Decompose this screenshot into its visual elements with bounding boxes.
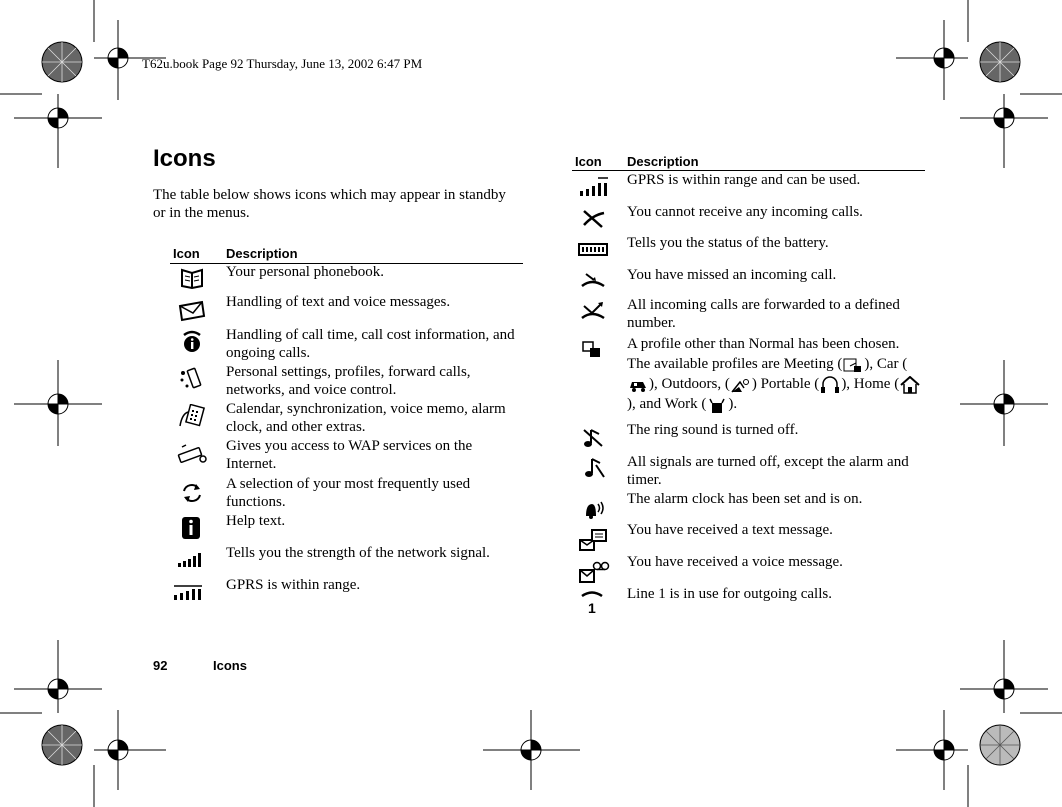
profile-desc-text-2: ), Car ( — [864, 356, 908, 372]
missed-call-icon — [578, 270, 610, 294]
shortcuts-icon — [176, 481, 208, 505]
calendar-extras-icon — [176, 404, 208, 428]
profile-desc-text-4: ) Portable ( — [751, 376, 820, 392]
intro-paragraph: The table below shows icons which may appear in standby or in the menus. — [153, 187, 506, 221]
ring-off-icon — [578, 426, 610, 450]
right-row-desc-12: Line 1 is in use for outgoing calls. — [627, 586, 832, 602]
left-row-desc-3: Handling of call time, call cost information, and ongoing calls. — [226, 327, 515, 361]
left-row-desc-4: Personal settings, profiles, forward calls, networks, and voice control. — [226, 364, 471, 398]
outdoors-icon — [730, 376, 752, 394]
phonebook-icon — [176, 266, 208, 290]
line-1-icon — [578, 590, 610, 614]
profile-desc-text-1: A profile other than Normal has been chosen. The available profiles are Meeting ( — [627, 336, 900, 372]
right-row-desc-3: Tells you the status of the battery. — [627, 235, 829, 251]
alarm-clock-icon — [578, 496, 610, 520]
profile-desc-text-5: ), Home ( — [841, 376, 900, 392]
home-icon — [899, 376, 921, 394]
voice-message-icon — [578, 560, 610, 584]
right-row-desc-8: All signals are turned off, except the alarm and timer. — [627, 454, 909, 488]
work-icon — [706, 396, 728, 414]
right-row-desc-5: All incoming calls are forwarded to a defined number. — [627, 297, 900, 331]
left-row-desc-2: Handling of text and voice messages. — [226, 294, 451, 310]
right-header-description: Description — [627, 154, 699, 169]
envelope-icon — [176, 298, 208, 322]
right-row-desc-4: You have missed an incoming call. — [627, 267, 837, 283]
wap-icon — [176, 443, 208, 467]
gprs-range-icon — [172, 580, 204, 604]
right-row-desc-11: You have received a voice message. — [627, 554, 843, 570]
footer-page-number: 92 — [153, 658, 168, 673]
no-incoming-calls-icon — [578, 207, 610, 231]
right-row-desc-9: The alarm clock has been set and is on. — [627, 491, 863, 507]
help-icon — [176, 516, 208, 540]
left-header-icon: Icon — [173, 246, 200, 261]
signal-strength-icon — [176, 547, 208, 571]
left-row-desc-5: Calendar, synchronization, voice memo, alarm clock, and other extras. — [226, 401, 506, 435]
right-row-desc-10: You have received a text message. — [627, 522, 833, 538]
profile-icon — [578, 338, 610, 362]
call-info-icon — [176, 330, 208, 354]
right-row-desc-6 — [627, 334, 922, 414]
left-row-desc-1: Your personal phonebook. — [226, 264, 385, 280]
car-icon — [627, 376, 649, 394]
meeting-icon — [842, 356, 864, 374]
left-header-description: Description — [226, 246, 298, 261]
book-header-line: T62u.book Page 92 Thursday, June 13, 2002 6:47 PM — [142, 56, 423, 71]
phone-settings-icon — [176, 367, 208, 391]
left-row-desc-7: A selection of your most frequently used functions. — [226, 476, 471, 510]
signals-off-icon — [578, 456, 610, 480]
left-row-desc-10: GPRS is within range. — [226, 577, 361, 593]
right-row-desc-7: The ring sound is turned off. — [627, 422, 799, 438]
right-header-icon: Icon — [575, 154, 602, 169]
left-row-desc-9: Tells you the strength of the network signal. — [226, 545, 490, 561]
profile-desc-text-6: ), and Work ( — [627, 396, 707, 412]
profile-desc-text-3: ), Outdoors, ( — [649, 376, 730, 392]
right-row-desc-2: You cannot receive any incoming calls. — [627, 204, 863, 220]
profile-desc-text-7: ). — [728, 396, 738, 412]
right-row-desc-1: GPRS is within range and can be used. — [627, 172, 861, 188]
line-1-icon-label: 1 — [588, 600, 596, 614]
forwarded-calls-icon — [578, 300, 610, 324]
gprs-available-icon — [578, 175, 610, 199]
text-message-icon — [578, 528, 610, 552]
footer-section-title: Icons — [213, 658, 247, 673]
battery-icon — [578, 238, 610, 262]
left-row-desc-6: Gives you access to WAP services on the Internet. — [226, 438, 473, 472]
left-row-desc-8: Help text. — [226, 513, 286, 529]
portable-icon — [819, 376, 841, 394]
page-title: Icons — [153, 145, 216, 172]
